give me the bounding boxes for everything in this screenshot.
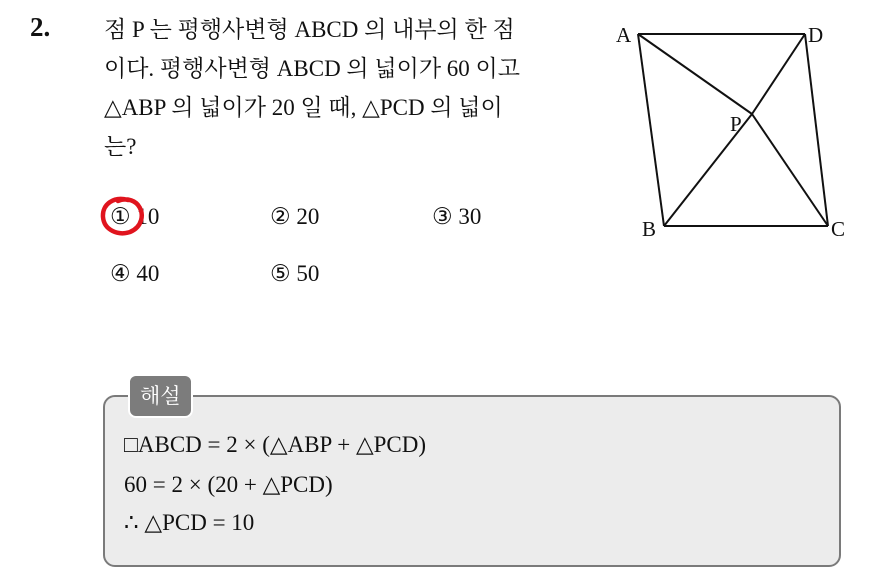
solution-badge: 해설 <box>128 374 193 418</box>
label-b: B <box>642 217 657 241</box>
edge-ba <box>638 34 664 226</box>
choice-1[interactable]: ① 10 <box>110 204 160 229</box>
label-c: C <box>831 217 846 241</box>
choice-2[interactable]: ② 20 <box>270 204 320 229</box>
segment-pd <box>752 34 805 114</box>
solution-line: 60 = 2 × (20 + △PCD) <box>124 472 333 497</box>
choice-4[interactable]: ④ 40 <box>110 261 160 286</box>
answer-circle-mark <box>98 194 150 240</box>
label-a: A <box>616 23 632 47</box>
label-p: P <box>730 112 742 136</box>
question-number: 2. <box>30 12 51 42</box>
segment-ap <box>638 34 752 114</box>
question-line: 점 P 는 평행사변형 ABCD 의 내부의 한 점 <box>104 17 515 42</box>
parallelogram-figure <box>612 18 862 243</box>
label-d: D <box>808 23 824 47</box>
solution-line: □ABCD = 2 × (△ABP + △PCD) <box>124 432 427 457</box>
question-line: △ABP 의 넓이가 20 일 때, △PCD 의 넓이 <box>104 95 503 120</box>
solution-line: ∴ △PCD = 10 <box>124 510 255 535</box>
choice-5[interactable]: ⑤ 50 <box>270 261 320 286</box>
question-line: 는? <box>104 134 137 159</box>
question-text <box>104 10 594 166</box>
choice-3[interactable]: ③ 30 <box>432 204 482 229</box>
question-line: 이다. 평행사변형 ABCD 의 넓이가 60 이고 <box>104 56 520 81</box>
